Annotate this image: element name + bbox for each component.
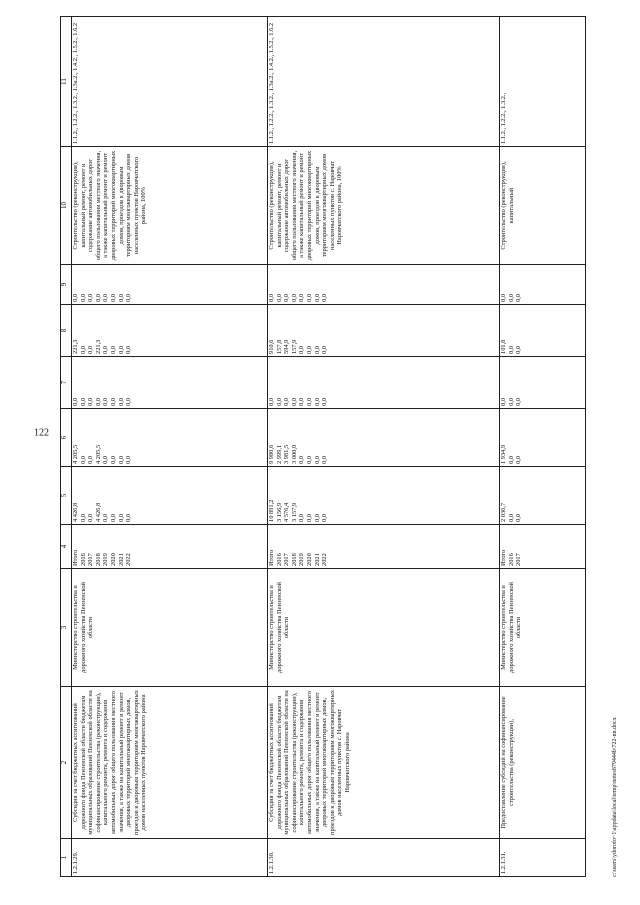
year-label: 2021 [313,553,321,566]
total-amount-value: 3 157,9 [290,502,298,522]
year-label: 2022 [125,553,133,566]
regional-budget-value: 0,0 [102,456,110,464]
year-label: 2018 [290,553,298,566]
regional-budget-value: 1 934,9 [500,444,507,464]
total-amount [72,467,268,525]
total-amount-value: 3 156,9 [275,502,283,522]
year-label: Итого [72,549,79,566]
column-header: 4 [61,525,72,569]
other-sources-value: 0,0 [87,294,95,302]
column-header: 5 [61,467,72,525]
federal-budget-value: 0,0 [321,398,329,406]
federal-budget-value: 0,0 [515,398,523,406]
other-sources-value: 0,0 [321,294,329,302]
local-budget [500,305,586,357]
measure-description: Предоставление субсидий на софинансирование строительства (реконструкции), [500,687,586,839]
federal-budget-value: 0,0 [298,398,306,406]
indicator-link: 1.1.2., 1.2.2., 1.3.2., 1.3а.2., 1.4.2., 1.5.2., 1.6.2 [72,17,268,147]
column-header: 3 [61,569,72,687]
federal-budget-value: 0,0 [305,398,313,406]
other-sources-value: 0,0 [102,294,110,302]
other-sources-value: 0,0 [117,294,125,302]
column-header: 1 [61,839,72,877]
year-label: 2020 [109,553,117,566]
federal-budget-value: 0,0 [79,398,87,406]
year-label: 2021 [117,553,125,566]
local-budget-value: 594,9 [283,339,291,354]
year-label: 2016 [507,553,515,566]
federal-budget-value: 0,0 [125,398,133,406]
local-budget-value: 910,6 [268,339,275,354]
total-amount-value: 0,0 [515,514,523,522]
file-path: c:\users\ydorofo~1\appdata\local\temp\notes879444b\722-nn.docx [612,717,618,877]
local-budget-value: 221,3 [72,339,79,354]
regional-budget [268,409,500,467]
header-row [61,17,72,877]
local-budget-value: 221,3 [94,339,102,354]
other-sources-value: 0,0 [507,294,515,302]
total-amount-value: 10 891,2 [268,499,275,522]
column-header: 2 [61,687,72,839]
executor: Министерство строительства и дорожного хозяйства Пензенской области [268,569,500,687]
federal-budget-value: 0,0 [268,398,275,406]
local-budget [72,305,268,357]
regional-budget-value: 0,0 [321,456,329,464]
other-sources-value: 0,0 [125,294,133,302]
other-sources-value: 0,0 [94,294,102,302]
years-cell [268,525,500,569]
other-sources [500,265,586,305]
local-budget-value: 0,0 [117,346,125,354]
regional-budget-value: 0,0 [515,456,523,464]
other-sources-value: 0,0 [298,294,306,302]
total-amount-value: 0,0 [87,514,95,522]
other-sources-value: 0,0 [72,294,79,302]
regional-budget-value: 0,0 [109,456,117,464]
year-label: Итого [268,549,275,566]
column-header: 9 [61,265,72,305]
local-budget-value: 0,0 [321,346,329,354]
column-header: 8 [61,305,72,357]
total-amount-value: 0,0 [125,514,133,522]
total-amount [268,467,500,525]
regional-budget-value: 0,0 [507,456,515,464]
table-row [72,17,268,877]
federal-budget-value: 0,0 [313,398,321,406]
federal-budget-value: 0,0 [94,398,102,406]
federal-budget-value: 0,0 [283,398,291,406]
local-budget-value: 0,0 [125,346,133,354]
local-budget-value: 0,0 [515,346,523,354]
federal-budget-value: 0,0 [290,398,298,406]
regional-budget-value: 0,0 [125,456,133,464]
row-number: 1.2.1.31. [500,839,586,877]
table-row [500,17,586,877]
regional-budget-value: 0,0 [313,456,321,464]
local-budget [268,305,500,357]
total-amount [500,467,586,525]
other-sources [268,265,500,305]
regional-budget-value: 2 999,1 [275,444,283,464]
federal-budget [500,357,586,409]
other-sources-value: 0,0 [290,294,298,302]
regional-budget-value: 0,0 [87,456,95,464]
local-budget-value: 101,8 [500,339,507,354]
page-number: 122 [34,427,49,439]
column-header: 6 [61,409,72,467]
year-label: 2019 [298,553,306,566]
regional-budget-value: 4 205,5 [72,444,79,464]
total-amount-value: 2 036,7 [500,502,507,522]
total-amount-value: 0,0 [305,514,313,522]
federal-budget-value: 0,0 [87,398,95,406]
total-amount-value: 0,0 [109,514,117,522]
other-sources-value: 0,0 [109,294,117,302]
other-sources-value: 0,0 [500,294,507,302]
regional-budget-value: 0,0 [305,456,313,464]
column-header: 7 [61,357,72,409]
regional-budget-value: 0,0 [79,456,87,464]
year-label: 2016 [275,553,283,566]
federal-budget-value: 0,0 [117,398,125,406]
federal-budget-value: 0,0 [500,398,507,406]
federal-budget-value: 0,0 [102,398,110,406]
regional-budget-value: 0,0 [298,456,306,464]
other-sources-value: 0,0 [283,294,291,302]
local-budget-value: 0,0 [507,346,515,354]
year-label: 2016 [79,553,87,566]
expected-result: Строительство (реконструкция), капитальный ремонт, ремонт и содержание автомобильных дорог общего пользования местного значения, а также капитальный ремонт и ремонт дворовых территорий многоквартирных домов, проездов к дворовым территориям многоквартирных домов населенных пунктов с. Наровчат Наровчатского района, 100% [268,147,500,265]
other-sources-value: 0,0 [313,294,321,302]
total-amount-value: 0,0 [117,514,125,522]
executor: Министерство строительства и дорожного хозяйства Пензенской области [72,569,268,687]
regional-budget [500,409,586,467]
year-label: 2017 [515,553,523,566]
local-budget-value: 0,0 [305,346,313,354]
federal-budget [268,357,500,409]
total-amount-value: 0,0 [79,514,87,522]
local-budget-value: 157,9 [290,339,298,354]
total-amount-value: 0,0 [321,514,329,522]
federal-budget-value: 0,0 [109,398,117,406]
local-budget-value: 0,0 [87,346,95,354]
other-sources-value: 0,0 [79,294,87,302]
regional-budget-value: 3 981,5 [283,444,291,464]
column-header: 10 [61,147,72,265]
total-amount-value: 0,0 [507,514,515,522]
indicator-link: 1.1.2., 1.2.2., 1.3.2., [500,17,586,147]
regional-budget [72,409,268,467]
total-amount-value: 4 426,8 [94,502,102,522]
expected-result: Строительство (реконструкция), капитальный ремонт, ремонт и содержание автомобильных дорог общего пользования местного значения, а также капитальный ремонт и ремонт дворовых территорий многоквартирных домов, проездов к дворовым территориям многоквартирных домов населенных пунктов Наровчатского района, 100% [72,147,268,265]
other-sources-value: 0,0 [268,294,275,302]
regional-budget-value: 3 000,0 [290,444,298,464]
year-label: 2017 [87,553,95,566]
local-budget-value: 0,0 [313,346,321,354]
program-table [60,16,586,877]
expected-result: Строительство (реконструкция), капитальный [500,147,586,265]
year-label: 2020 [305,553,313,566]
year-label: 2019 [102,553,110,566]
federal-budget-value: 0,0 [275,398,283,406]
year-label: 2018 [94,553,102,566]
measure-description: Субсидия за счет бюджетных ассигнований дорожного фонда Пензенской области бюджетам муниципальных образований Пензенской области на софинансирование строительства (реконструкции), капитального ремонта, ремонта и содержания автомобильных дорог общего пользования местного значения, а также на капитальный ремонт и ремонт дворовых территорий многоквартирных домов, проездов к дворовым территориям многоквартирных домов населенных пунктов с. Наровчат Наровчатского района [268,687,500,839]
column-header: 11 [61,17,72,147]
local-budget-value: 0,0 [102,346,110,354]
row-number: 1.2.1.30. [268,839,500,877]
regional-budget-value: 4 205,5 [94,444,102,464]
total-amount-value: 4 426,8 [72,502,79,522]
years-cell [500,525,586,569]
year-label: 2022 [321,553,329,566]
executor: Министерство строительства и дорожного хозяйства Пензенской области [500,569,586,687]
regional-budget-value: 9 980,6 [268,444,275,464]
federal-budget-value: 0,0 [72,398,79,406]
row-number: 1.2.1.29. [72,839,268,877]
table-row [268,17,500,877]
total-amount-value: 0,0 [298,514,306,522]
other-sources-value: 0,0 [275,294,283,302]
total-amount-value: 4 576,4 [283,502,291,522]
year-label: 2017 [283,553,291,566]
measure-description: Субсидия за счет бюджетных ассигнований дорожного фонда Пензенской области бюджетам муниципальных образований Пензенской области на софинансирование строительства (реконструкции), капитального ремонта, ремонта и содержания автомобильных дорог общего пользования местного значения, а также на капитальный ремонт и ремонт дворовых территорий многоквартирных домов, проездов к дворовым территориям многоквартирных домов населенных пунктов Наровчатского района [72,687,268,839]
federal-budget-value: 0,0 [507,398,515,406]
indicator-link: 1.1.2., 1.2.2., 1.3.2., 1.3а.2., 1.4.2., 1.5.2., 1.6.2 [268,17,500,147]
regional-budget-value: 0,0 [117,456,125,464]
local-budget-value: 0,0 [109,346,117,354]
other-sources-value: 0,0 [305,294,313,302]
other-sources-value: 0,0 [515,294,523,302]
federal-budget [72,357,268,409]
total-amount-value: 0,0 [313,514,321,522]
local-budget-value: 157,8 [275,339,283,354]
local-budget-value: 0,0 [298,346,306,354]
year-label: Итого [500,549,507,566]
total-amount-value: 0,0 [102,514,110,522]
years-cell [72,525,268,569]
other-sources [72,265,268,305]
local-budget-value: 0,0 [79,346,87,354]
